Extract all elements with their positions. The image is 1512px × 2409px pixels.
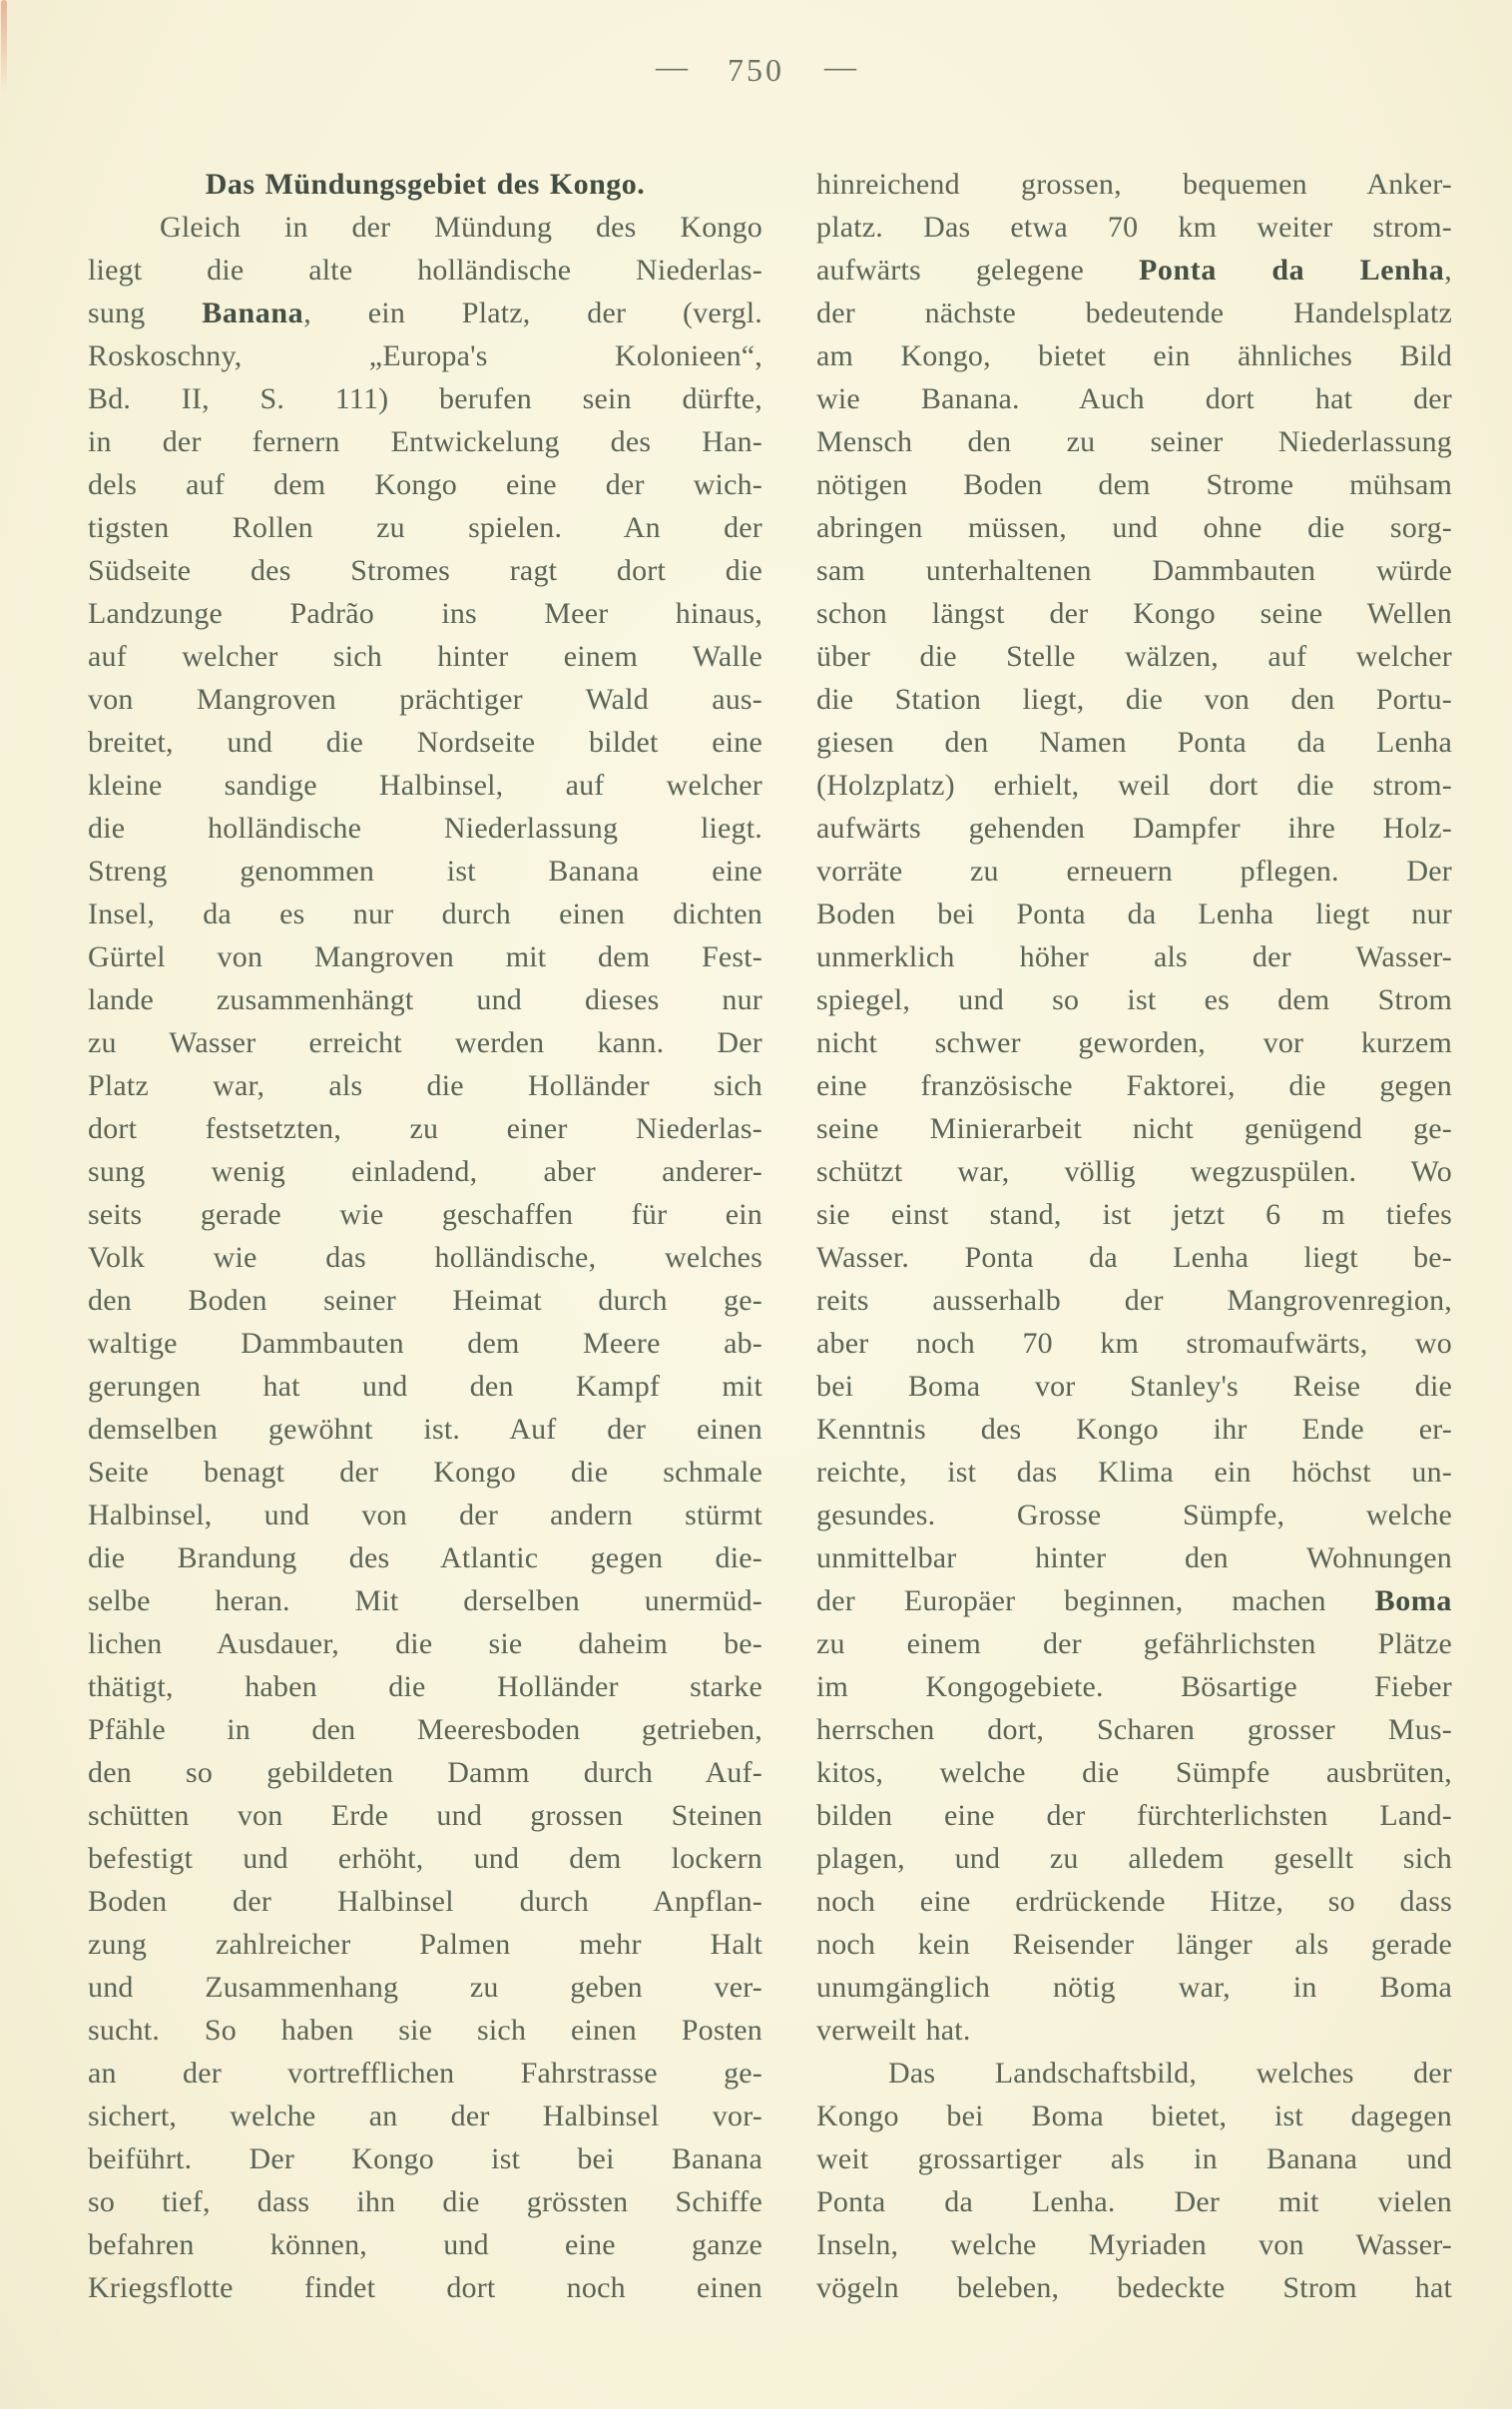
text-line: den so gebildeten Damm durch Auf- <box>88 1756 762 1789</box>
text-line: bei Boma vor Stanley's Reise die <box>816 1370 1452 1403</box>
text-line: auf welcher sich hinter einem Walle <box>88 640 762 673</box>
text-line: sung Banana, ein Platz, der (vergl. <box>88 297 762 329</box>
left-column <box>88 163 762 2309</box>
text-line: Boden der Halbinsel durch Anpflan- <box>88 1885 762 1918</box>
text-line: Inseln, welche Myriaden von Wasser- <box>816 2228 1452 2261</box>
text-line: sucht. So haben sie sich einen Posten <box>88 2014 762 2047</box>
text-line: und Zusammenhang zu geben ver- <box>88 1971 762 2004</box>
text-line: wie Banana. Auch dort hat der <box>816 382 1452 415</box>
text-line: Kongo bei Boma bietet, ist dagegen <box>816 2100 1452 2132</box>
text-line: verweilt hat. <box>816 2014 971 2047</box>
text-line: demselben gewöhnt ist. Auf der einen <box>88 1413 762 1446</box>
text-line: Ponta da Lenha. Der mit vielen <box>816 2185 1452 2218</box>
text-line: giesen den Namen Ponta da Lenha <box>816 726 1452 759</box>
text-line: waltige Dammbauten dem Meere ab- <box>88 1327 762 1360</box>
text-line: noch eine erdrückende Hitze, so dass <box>816 1885 1452 1918</box>
right-column <box>816 163 1452 2309</box>
text-line: seine Minierarbeit nicht genügend ge- <box>816 1112 1452 1145</box>
text-line: Insel, da es nur durch einen dichten <box>88 898 762 930</box>
right-column-text <box>816 163 1452 2309</box>
text-line: zung zahlreicher Palmen mehr Halt <box>88 1928 762 1961</box>
text-line: Volk wie das holländische, welches <box>88 1241 762 1274</box>
text-line: reits ausserhalb der Mangrovenregion, <box>816 1284 1452 1317</box>
text-line: Streng genommen ist Banana eine <box>88 855 762 888</box>
header-dash-left: — <box>656 48 688 84</box>
text-line: nicht schwer geworden, vor kurzem <box>816 1026 1452 1059</box>
bold-place-name: Boma <box>1374 1584 1452 1617</box>
text-line: zu Wasser erreicht werden kann. Der <box>88 1026 762 1059</box>
text-line: beiführt. Der Kongo ist bei Banana <box>88 2142 762 2175</box>
text-line: lande zusammenhängt und dieses nur <box>88 983 762 1016</box>
text-line: Wasser. Ponta da Lenha liegt be- <box>816 1241 1452 1274</box>
text-line: Landzunge Padrão ins Meer hinaus, <box>88 597 762 630</box>
text-line: Roskoschny, „Europa's Kolonieen“, <box>88 339 762 372</box>
text-line: den Boden seiner Heimat durch ge- <box>88 1284 762 1317</box>
header-dash-right: — <box>824 48 856 84</box>
text-line: platz. Das etwa 70 km weiter strom- <box>816 211 1452 244</box>
text-line: selbe heran. Mit derselben unermüd- <box>88 1584 762 1617</box>
bold-place-name: Ponta da Lenha <box>1139 254 1445 287</box>
text-line: im Kongogebiete. Bösartige Fieber <box>816 1670 1452 1703</box>
text-line: dort festsetzten, zu einer Niederlas- <box>88 1112 762 1145</box>
text-line: Platz war, als die Holländer sich <box>88 1069 762 1102</box>
text-line: eine französische Faktorei, die gegen <box>816 1069 1452 1102</box>
text-line: noch kein Reisender länger als gerade <box>816 1928 1452 1961</box>
article-title: Das Mündungsgebiet des Kongo. <box>205 168 646 201</box>
text-line: Halbinsel, und von der andern stürmt <box>88 1499 762 1531</box>
text-line: hinreichend grossen, bequemen Anker- <box>816 168 1452 201</box>
text-line: Mensch den zu seiner Niederlassung <box>816 425 1452 458</box>
text-line: über die Stelle wälzen, auf welcher <box>816 640 1452 673</box>
text-line: lichen Ausdauer, die sie daheim be- <box>88 1627 762 1660</box>
text-line: dels auf dem Kongo eine der wich- <box>88 468 762 501</box>
text-line: sam unterhaltenen Dammbauten würde <box>816 554 1452 587</box>
text-line: kitos, welche die Sümpfe ausbrüten, <box>816 1756 1452 1789</box>
text-line: die Brandung des Atlantic gegen die- <box>88 1541 762 1574</box>
text-line: die holländische Niederlassung liegt. <box>88 812 762 845</box>
text-line: plagen, und zu alledem gesellt sich <box>816 1842 1452 1875</box>
text-line: Seite benagt der Kongo die schmale <box>88 1456 762 1489</box>
text-line: von Mangroven prächtiger Wald aus- <box>88 683 762 716</box>
text-line: am Kongo, bietet ein ähnliches Bild <box>816 339 1452 372</box>
text-line: unmittelbar hinter den Wohnungen <box>816 1541 1452 1574</box>
text-line: gesundes. Grosse Sümpfe, welche <box>816 1499 1452 1531</box>
text-line: kleine sandige Halbinsel, auf welcher <box>88 769 762 802</box>
text-line: Südseite des Stromes ragt dort die <box>88 554 762 587</box>
text-line: zu einem der gefährlichsten Plätze <box>816 1627 1452 1660</box>
text-line: reichte, ist das Klima ein höchst un- <box>816 1456 1452 1489</box>
text-line: sung wenig einladend, aber anderer- <box>88 1155 762 1188</box>
text-line: nötigen Boden dem Strome mühsam <box>816 468 1452 501</box>
page-number: 750 <box>728 52 784 88</box>
text-line: schütten von Erde und grossen Steinen <box>88 1799 762 1832</box>
text-line: vögeln beleben, bedeckte Strom hat <box>816 2271 1452 2304</box>
text-line: Bd. II, S. 111) berufen sein dürfte, <box>88 382 762 415</box>
text-line: unmerklich höher als der Wasser- <box>816 940 1452 973</box>
text-line: der nächste bedeutende Handelsplatz <box>816 297 1452 329</box>
text-line: befestigt und erhöht, und dem lockern <box>88 1842 762 1875</box>
text-line: so tief, dass ihn die grössten Schiffe <box>88 2185 762 2218</box>
text-line: schützt war, völlig wegzuspülen. Wo <box>816 1155 1452 1188</box>
text-line: breitet, und die Nordseite bildet eine <box>88 726 762 759</box>
text-line: an der vortrefflichen Fahrstrasse ge- <box>88 2057 762 2090</box>
text-line: gerungen hat und den Kampf mit <box>88 1370 762 1403</box>
text-line: sie einst stand, ist jetzt 6 m tiefes <box>816 1198 1452 1231</box>
text-line: sichert, welche an der Halbinsel vor- <box>88 2100 762 2132</box>
text-line: herrschen dort, Scharen grosser Mus- <box>816 1713 1452 1746</box>
text-line: Gürtel von Mangroven mit dem Fest- <box>88 940 762 973</box>
text-line: Gleich in der Mündung des Kongo <box>160 211 762 244</box>
text-line: (Holzplatz) erhielt, weil dort die strom- <box>816 769 1452 802</box>
text-line: schon längst der Kongo seine Wellen <box>816 597 1452 630</box>
text-line: vorräte zu erneuern pflegen. Der <box>816 855 1452 888</box>
text-line: die Station liegt, die von den Portu- <box>816 683 1452 716</box>
text-line: Boden bei Ponta da Lenha liegt nur <box>816 898 1452 930</box>
text-line: thätigt, haben die Holländer starke <box>88 1670 762 1703</box>
text-line: bilden eine der fürchterlichsten Land- <box>816 1799 1452 1832</box>
left-column-text <box>88 206 762 2309</box>
text-line: aufwärts gehenden Dampfer ihre Holz- <box>816 812 1452 845</box>
text-line: abringen müssen, und ohne die sorg- <box>816 511 1452 544</box>
text-line: unumgänglich nötig war, in Boma <box>816 1971 1452 2004</box>
text-line: aufwärts gelegene Ponta da Lenha, <box>816 254 1452 287</box>
text-line: Kenntnis des Kongo ihr Ende er- <box>816 1413 1452 1446</box>
text-line: der Europäer beginnen, machen Boma <box>816 1584 1452 1617</box>
text-line: weit grossartiger als in Banana und <box>816 2142 1452 2175</box>
bold-place-name: Banana <box>202 297 304 329</box>
text-line: aber noch 70 km stromaufwärts, wo <box>816 1327 1452 1360</box>
text-line: tigsten Rollen zu spielen. An der <box>88 511 762 544</box>
text-line: befahren können, und eine ganze <box>88 2228 762 2261</box>
text-line: Das Landschaftsbild, welches der <box>888 2057 1452 2090</box>
text-line: Pfähle in den Meeresboden getrieben, <box>88 1713 762 1746</box>
text-line: spiegel, und so ist es dem Strom <box>816 983 1452 1016</box>
text-line: liegt die alte holländische Niederlas- <box>88 254 762 287</box>
text-line: in der fernern Entwickelung des Han- <box>88 425 762 458</box>
text-line: seits gerade wie geschaffen für ein <box>88 1198 762 1231</box>
text-line: Kriegsflotte findet dort noch einen <box>88 2271 762 2304</box>
page-header <box>0 48 1512 89</box>
